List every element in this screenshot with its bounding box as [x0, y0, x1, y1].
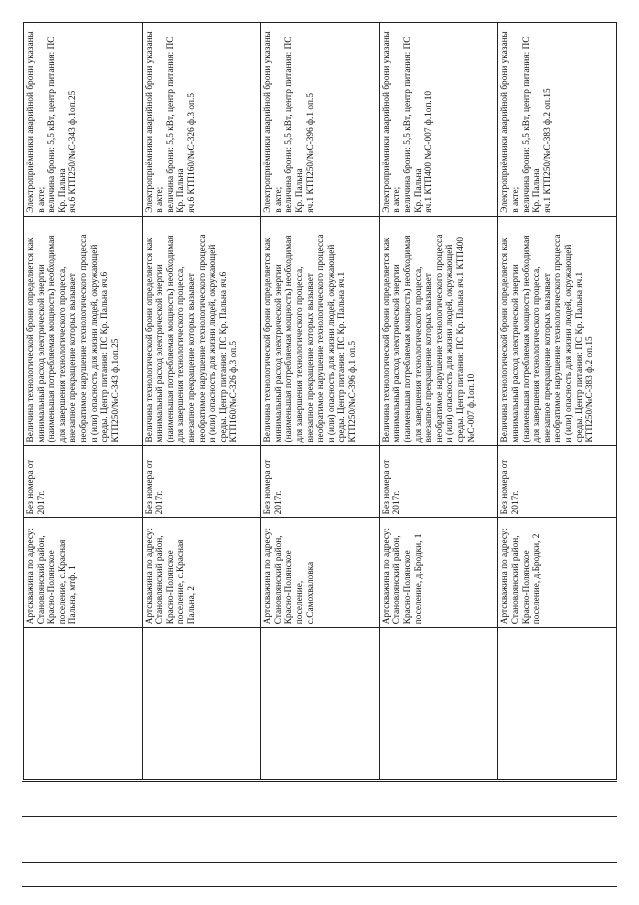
note-cell: Электроприёмники аварийной брони указаны в акте; величина брони: 5,5 кВт, центр питания: ПС Кр. Пальна яч.6 КТП160/№С-326 ф.3 оп.5	[143, 22, 261, 216]
blank-cell	[143, 627, 261, 779]
document-cell: Без номера от 2017г.	[143, 445, 261, 517]
horizontal-rule	[22, 886, 617, 887]
horizontal-rule	[22, 862, 617, 863]
note-cell: Электроприёмники аварийной брони указаны в акте; величина брони: 5,5 кВт, центр питания: ПС Кр. Пальна яч.1 КТП400 №С-007 ф.1оп.10	[380, 22, 498, 216]
note-cell: Электроприёмники аварийной брони указаны в акте; величина брони: 5,5 кВт, центр питания: ПС Кр. Пальна яч.6 КТП250/№С-343 ф.1оп.25	[24, 22, 142, 216]
table-row	[143, 22, 262, 779]
horizontal-rule	[22, 816, 617, 817]
table-row	[380, 22, 499, 779]
blank-cell	[380, 627, 498, 779]
document-cell: Без номера от 2017г.	[24, 445, 142, 517]
document-cell: Без номера от 2017г.	[380, 445, 498, 517]
rotated-table-container	[23, 22, 617, 780]
location-cell: Артскважина по адресу: Становлянский район, Красно-Полянское поселение, с.Самохваловка	[261, 517, 379, 627]
blank-cell	[498, 627, 616, 779]
location-cell: Артскважина по адресу: Становлянский район, Красно-Полянское поселение, д.Бродки, 1	[380, 517, 498, 627]
document-cell: Без номера от 2017г.	[498, 445, 616, 517]
description-cell: Величина технологической брони определяется как минимальный расход электрической энергии (наименьшая потребляемая мощность) необходимая для завершения технологического процесса, внезапное прекращение которых вызывает необратимое нарушение технологического процесса и (или) опасность для жизни людей, окружающей среды. Центр питания: ПС Кр. Пальна яч.6 КТП250/№С-343 ф.1оп.25	[24, 216, 142, 446]
location-cell: Артскважина по адресу: Становлянский район, Красно-Полянское поселение, с.Красная Пальна, мтф. 1	[24, 517, 142, 627]
blank-cell	[261, 627, 379, 779]
note-cell: Электроприёмники аварийной брони указаны в акте; величина брони: 5,5 кВт, центр питания: ПС Кр. Пальна яч.1 КТП250/№С-396 ф.1 оп.5	[261, 22, 379, 216]
location-cell: Артскважина по адресу: Становлянский район, Красно-Полянское поселение, д.Бродки, 2	[498, 517, 616, 627]
description-cell: Величина технологической брони определяется как минимальный расход электрической энергии (наименьшая потребляемая мощность) необходимая для завершения технологического процесса, внезапное прекращение которых вызывает необратимое нарушение технологического процесса и (или) опасность для жизни людей, окружающей среды. Центр питания: ПС Кр. Пальна яч.6 КТП160/№С-326 ф.3 оп.5	[143, 216, 261, 446]
description-cell: Величина технологической брони определяется как минимальный расход электрической энергии (наименьшая потребляемая мощность) необходимая для завершения технологического процесса, внезапное прекращение которых вызывает необратимое нарушение технологического процесса и (или) опасность для жизни людей, окружающей среды. Центр питания: ПС Кр. Пальна яч.1 КТП400 №С-007 ф.1оп.10	[380, 216, 498, 446]
document-cell: Без номера от 2017г.	[261, 445, 379, 517]
horizontal-rule	[22, 781, 617, 782]
description-cell: Величина технологической брони определяется как минимальный расход электрической энергии (наименьшая потребляемая мощность) необходимая для завершения технологического процесса, внезапное прекращение которых вызывает необратимое нарушение технологического процесса и (или) опасность для жизни людей, окружающей среды. Центр питания: ПС Кр. Пальна яч.1 КТП250/№С-383 ф.2 оп.15	[498, 216, 616, 446]
table-row	[261, 22, 380, 779]
location-cell: Артскважина по адресу: Становлянский район, Красно-Полянское поселение, с.Красная Пальна, 2	[143, 517, 261, 627]
note-cell: Электроприёмники аварийной брони указаны в акте; величина брони: 5,5 кВт, центр питания: ПС Кр. Пальна яч.1 КТП250/№С-383 ф.2 оп.15	[498, 22, 616, 216]
description-cell: Величина технологической брони определяется как минимальный расход электрической энергии (наименьшая потребляемая мощность) необходимая для завершения технологического процесса, внезапное прекращение которых вызывает необратимое нарушение технологического процесса и (или) опасность для жизни людей, окружающей среды. Центр питания: ПС Кр. Пальна яч.1 КТП250/№С-396 ф.1 оп.5	[261, 216, 379, 446]
blank-cell	[24, 627, 142, 779]
table-row	[24, 22, 143, 779]
emergency-reserve-table	[23, 22, 617, 780]
table-row	[498, 22, 617, 779]
